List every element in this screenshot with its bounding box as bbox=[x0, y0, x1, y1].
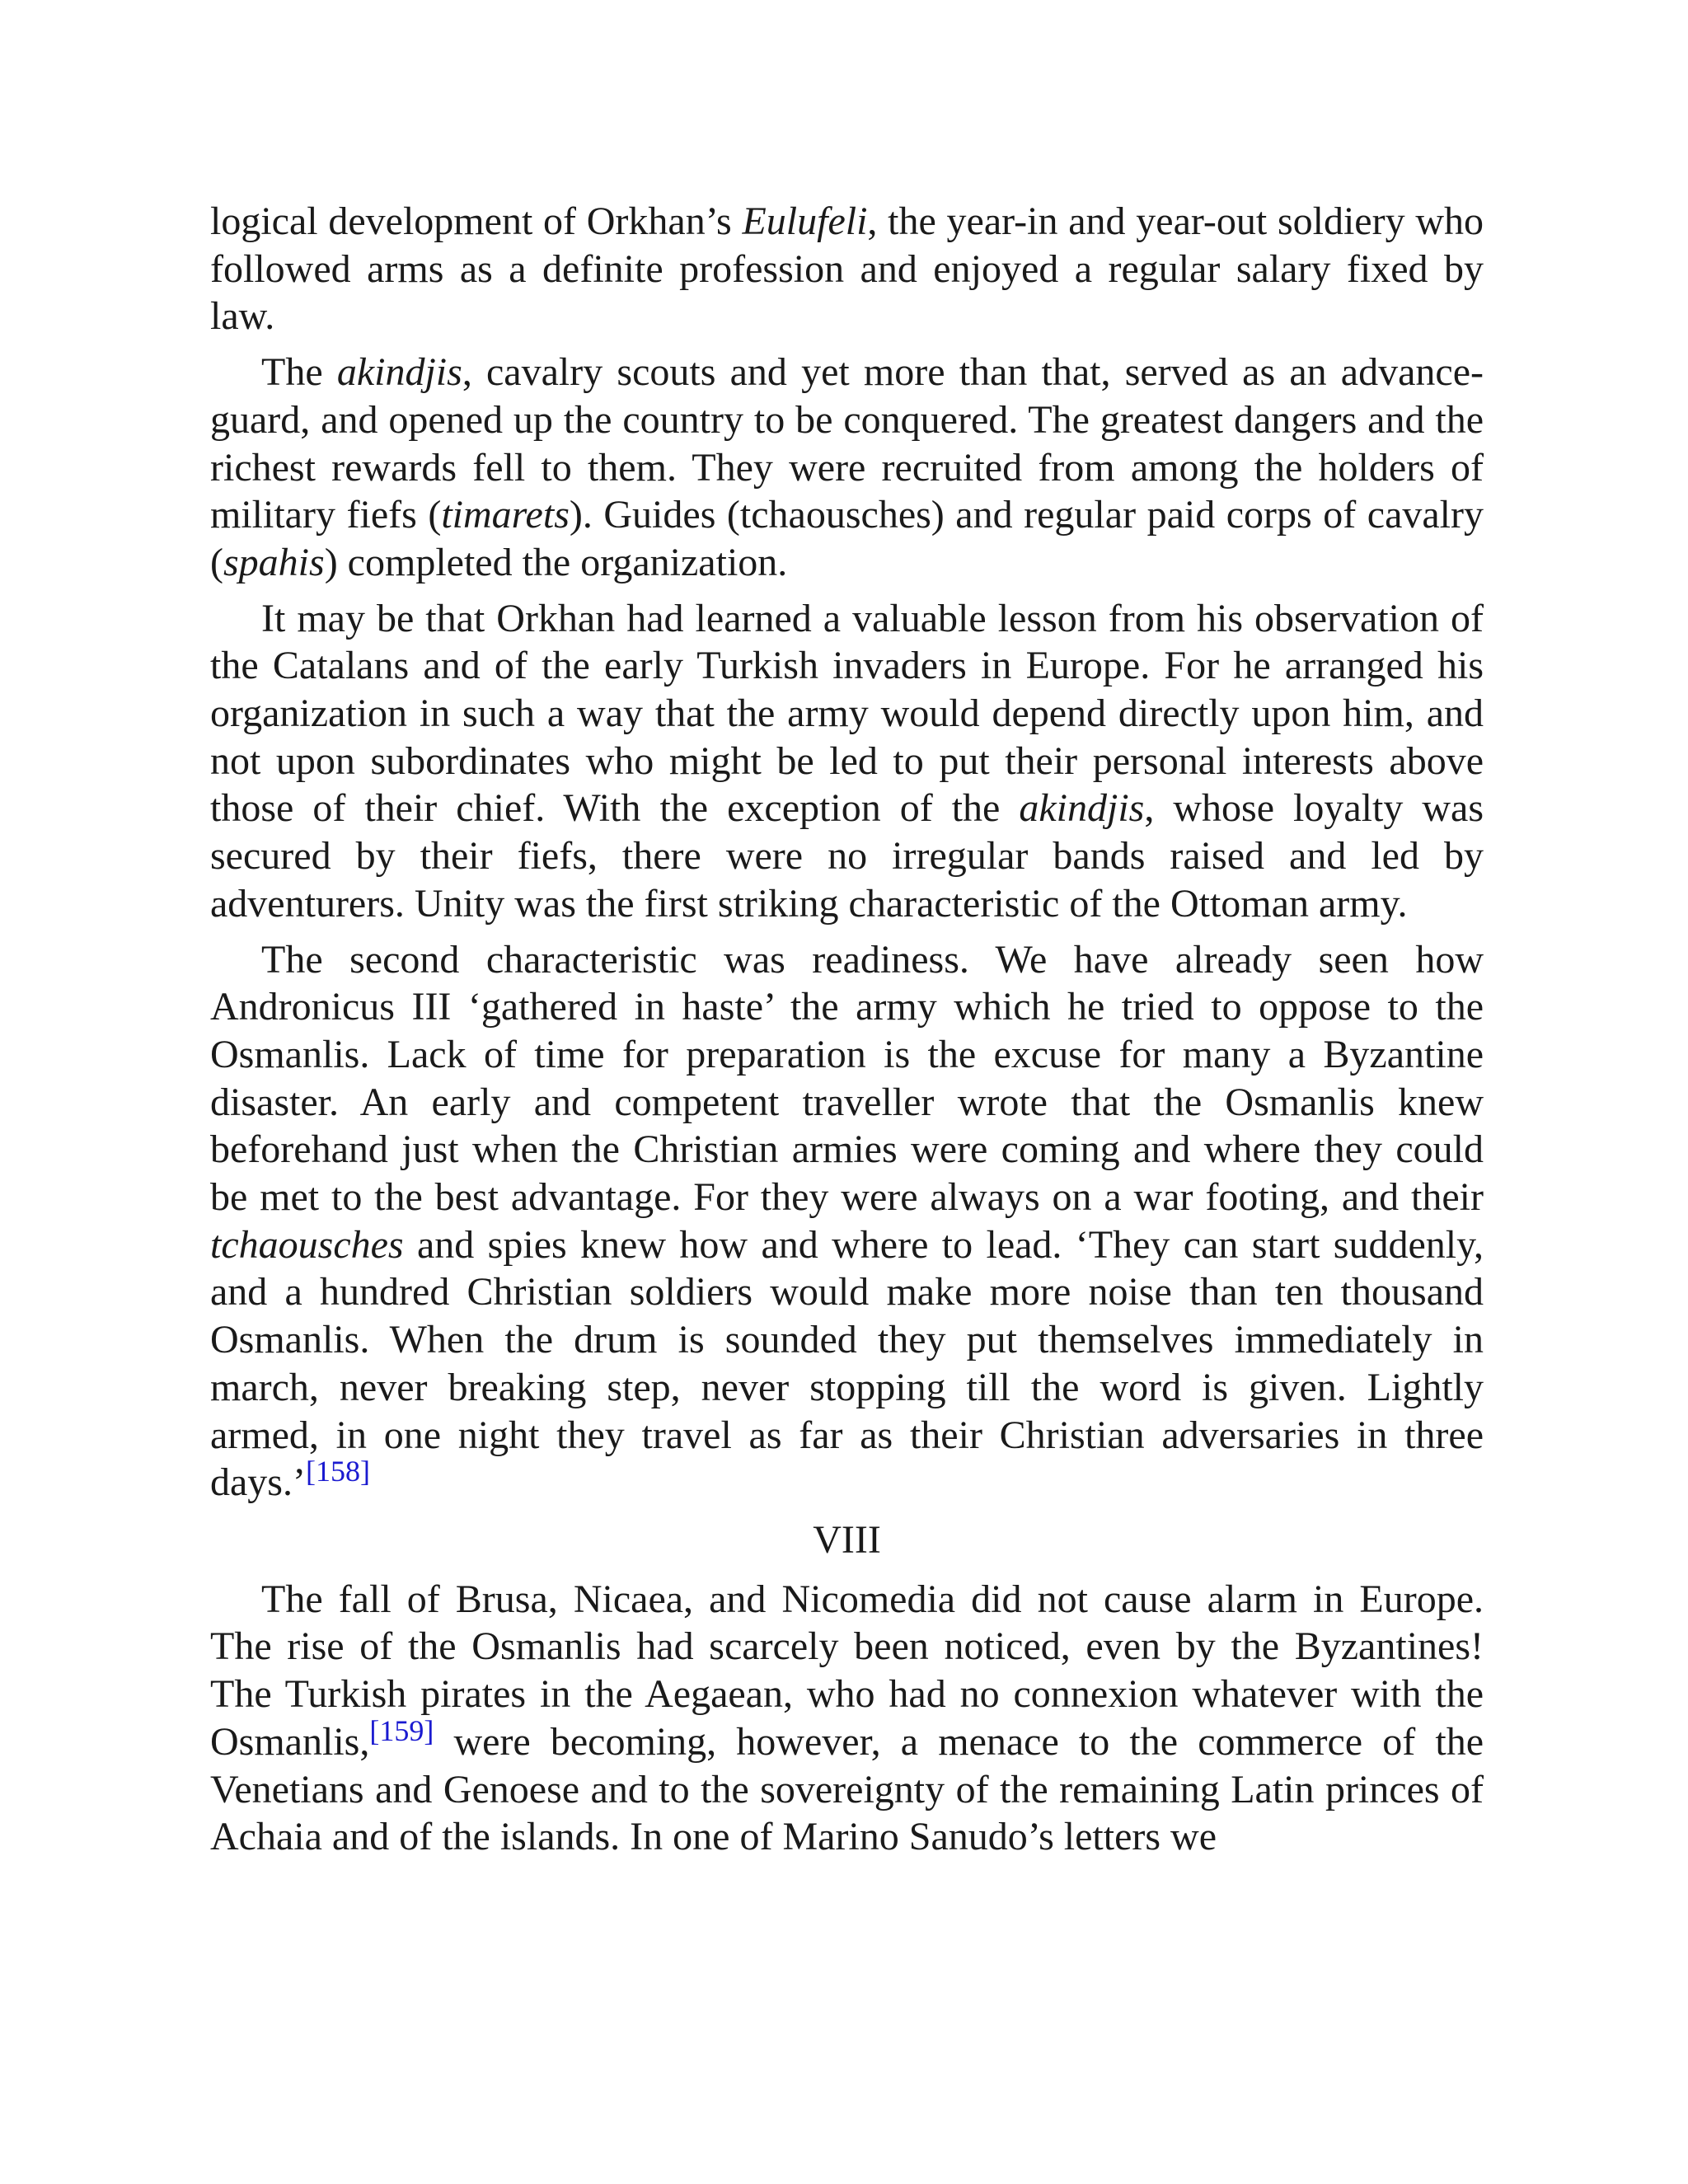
italic-term: timarets bbox=[441, 493, 570, 537]
body-paragraph bbox=[210, 198, 1484, 340]
body-paragraph bbox=[210, 936, 1484, 1507]
italic-term: akindjis bbox=[336, 350, 462, 395]
text-run: ). Guides (tchaousches) and regular paid corps of cavalry ( bbox=[210, 493, 1484, 584]
text-run: ) completed the organization. bbox=[324, 540, 788, 584]
text-run: and spies knew how and where to lead. ‘They can start suddenly, and a hundred Christian soldiers would make more noise than ten thousand Osmanlis. When the drum is sounded they put themselves immediately in march, never breaking step, never stopping till the word is given. Lightly armed, in one night they travel as far as their Christian adversaries in three days.’ bbox=[210, 1222, 1484, 1505]
text-run: The bbox=[261, 350, 337, 395]
body-paragraph bbox=[210, 349, 1484, 587]
text-run: were becoming, however, a menace to the commerce of the Venetians and Genoese and to the sovereignty of the remaining Latin princes of Achaia and of the islands. In one of Marino Sanudo’s letters we bbox=[210, 1719, 1484, 1859]
footnote-link[interactable]: [158] bbox=[305, 1455, 370, 1488]
text-run: It may be that Orkhan had learned a valuable lesson from his observation of the Catalans and of the early Turkish invaders in Europe. For he arranged his organization in such a way that the army would depend directly upon him, and not upon subordinates who might be led to put their personal interests above those of their chief. With the exception of the bbox=[210, 596, 1484, 831]
body-paragraph bbox=[210, 595, 1484, 928]
italic-term: Eulufeli bbox=[742, 199, 868, 243]
text-run: , the year-in and year-out soldiery who followed arms as a definite profession and enjoyed a regular salary fixed by law. bbox=[210, 199, 1484, 339]
section-heading: VIII bbox=[813, 1517, 881, 1562]
italic-term: tchaousches bbox=[210, 1222, 404, 1267]
book-page bbox=[210, 198, 1484, 1869]
italic-term: spahis bbox=[223, 540, 325, 584]
italic-term: akindjis bbox=[1019, 786, 1145, 831]
text-run: The fall of Brusa, Nicaea, and Nicomedia did not cause alarm in Europe. The rise of the Osmanlis had scarcely been noticed, even by the Byzantines! The Turkish pirates in the Aegaean, who had no connexion whatever with the Osmanlis, bbox=[210, 1577, 1484, 1764]
text-run: logical development of Orkhan’s bbox=[210, 199, 743, 243]
footnote-link[interactable]: [159] bbox=[369, 1713, 434, 1747]
text-run: , cavalry scouts and yet more than that, served as an advance-guard, and opened up the country to be conquered. The greatest dangers and the richest rewards fell to them. They were recruited from among the holders of military fiefs ( bbox=[210, 350, 1484, 537]
body-paragraph bbox=[210, 1576, 1484, 1861]
text-run: The second characteristic was readiness. We have already seen how Andronicus III ‘gathered in haste’ the army which he tried to oppose to the Osmanlis. Lack of time for preparation is the excuse for many a Byzantine disaster. An early and competent traveller wrote that the Osmanlis knew beforehand just when the Christian armies were coming and where they could be met to the best advantage. For they were always on a war footing, and their bbox=[210, 937, 1484, 1220]
text-run: , whose loyalty was secured by their fiefs, there were no irregular bands raised and led by adventurers. Unity was the first striking characteristic of the Ottoman army. bbox=[210, 786, 1484, 926]
